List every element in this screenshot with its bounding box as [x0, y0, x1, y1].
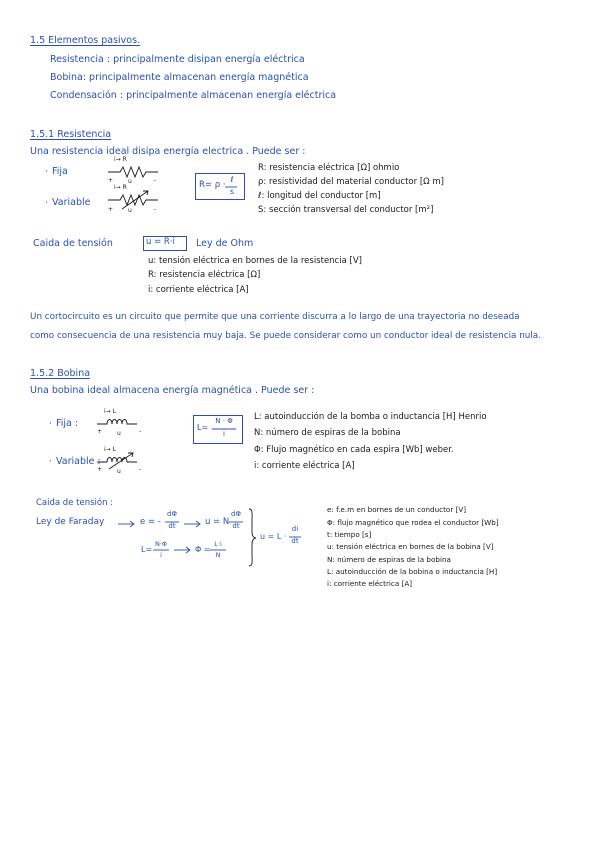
ohm-formula: u = R·i	[146, 237, 175, 247]
formula-numerator: N·Φ	[154, 540, 168, 548]
resistor-minus: -	[154, 206, 157, 213]
bobina-variable-label: Variable :	[56, 456, 101, 467]
definition-line: ℓ: longitud del conductor [m]	[258, 191, 381, 201]
inductance-formula: L=	[141, 545, 153, 554]
resistor-u: u	[128, 178, 132, 185]
resistencia-fija-label: Fija	[52, 166, 68, 177]
resistencia-formula: R= ρ ·	[199, 180, 226, 190]
formula-numerator: di	[291, 525, 299, 533]
formula-numerator: dΦ	[231, 510, 241, 518]
bobina-fija-label: Fija :	[56, 418, 79, 429]
resistor-plus: +	[108, 177, 114, 184]
formula-denominator: N	[215, 551, 221, 559]
definition-line: N: número de espiras de la bobina	[254, 428, 401, 438]
definition-line: u: tensión eléctrica en bornes de la resistencia [V]	[148, 256, 362, 266]
definition-line: i: corriente eléctrica [A]	[327, 579, 413, 588]
definition-line: R: resistencia eléctrica [Ω] ohmio	[258, 163, 400, 173]
definition-line: Φ: Flujo magnético en cada espira [Wb] weber.	[254, 445, 454, 455]
list-item: Resistencia : principalmente disipan energía eléctrica	[50, 54, 305, 65]
faraday-u-formula: u = N	[205, 517, 230, 527]
formula-numerator: L·i	[214, 540, 222, 548]
bobina-intro: Una bobina ideal almacena energía magnética . Puede ser :	[30, 385, 315, 396]
list-item: Bobina: principalmente almacenan energía magnética	[50, 72, 309, 83]
definition-line: Φ: flujo magnético que rodea el conductor [Wb]	[327, 518, 499, 527]
definition-line: t: tiempo [s]	[327, 530, 372, 539]
formula-numerator: dΦ	[167, 510, 177, 518]
inductor-minus: -	[139, 466, 142, 473]
inductor-current-label: i→ L	[104, 446, 116, 453]
section-title-resistencia: 1.5.1 Resistencia	[30, 129, 112, 140]
arrow-right-icon	[184, 520, 204, 528]
resistor-u: u	[128, 207, 132, 214]
definition-line: L: autoinducción de la bomba o inductancia [H] Henrio	[254, 412, 487, 422]
bullet-dot: ·	[49, 457, 52, 467]
definition-line: ρ: resistividad del material conductor [Ω m]	[258, 177, 444, 187]
bullet-dot: ·	[49, 419, 52, 429]
formula-denominator: dt	[291, 537, 299, 545]
resistencia-intro: Una resistencia ideal disipa energía electrica . Puede ser :	[30, 146, 306, 157]
formula-numerator: ℓ	[230, 175, 234, 184]
brace-icon	[248, 508, 258, 568]
definition-line: R: resistencia eléctrica [Ω]	[148, 270, 261, 280]
resistor-minus: -	[154, 177, 157, 184]
arrow-right-icon	[118, 520, 138, 528]
resistor-plus: +	[108, 206, 114, 213]
caida-tension-label: Caida de tensión	[33, 238, 113, 249]
resistor-variable-icon	[108, 190, 168, 212]
cortocircuito-line-2: como consecuencia de una resistencia muy baja. Se puede considerar como un conductor ideal de resistencia nula.	[30, 331, 541, 341]
resistor-current-label: i→ R	[114, 184, 127, 191]
flux-formula: Φ =	[195, 545, 211, 554]
formula-denominator: s	[229, 187, 235, 196]
resistor-current-label: i→ R	[114, 156, 127, 163]
inductor-u: u	[117, 430, 121, 437]
resistor-fija-icon	[108, 165, 168, 179]
formula-denominator: i	[160, 551, 162, 559]
inductor-plus: +	[97, 428, 103, 435]
inductor-voltage-formula: u = L ·	[260, 532, 287, 541]
formula-denominator: i	[223, 430, 225, 438]
definition-line: S: sección transversal del conductor [m²]	[258, 205, 434, 215]
arrow-right-icon	[174, 546, 194, 554]
definition-line: i: corriente eléctrica [A]	[148, 285, 249, 295]
bullet-dot: ·	[45, 198, 48, 208]
list-item: Condensación : principalmente almacenan energía eléctrica	[50, 90, 337, 101]
inductor-plus: +	[97, 466, 103, 473]
section-title-elementos-pasivos: 1.5 Elementos pasivos.	[30, 35, 141, 46]
definition-line: L: autoinducción de la bobina o inductancia [H]	[327, 567, 498, 576]
resistencia-variable-label: Variable	[52, 197, 91, 208]
ohm-law-label: Ley de Ohm	[196, 238, 254, 249]
bobina-formula: L=	[197, 423, 209, 432]
definition-line: i: corriente eléctrica [A]	[254, 461, 355, 471]
section-title-bobina: 1.5.2 Bobina	[30, 368, 91, 379]
definition-line: u: tensión eléctrica en bornes de la bobina [V]	[327, 542, 494, 551]
inductor-u: u	[117, 468, 121, 475]
formula-numerator: N · Φ	[215, 417, 233, 425]
definition-line: e: f.e.m en bornes de un conductor [V]	[327, 505, 467, 514]
faraday-label: Ley de Faraday	[36, 517, 105, 527]
bullet-dot: ·	[45, 167, 48, 177]
inductor-current-label: i→ L	[104, 408, 116, 415]
faraday-e-formula: e = -	[140, 517, 161, 527]
inductor-minus: -	[139, 428, 142, 435]
formula-denominator: dt	[168, 522, 176, 530]
cortocircuito-line-1: Un cortocircuito es un circuito que permite que una corriente discurra a lo largo de una trayectoria no deseada	[30, 312, 520, 322]
formula-denominator: dt	[232, 522, 240, 530]
definition-line: N: número de espiras de la bobina	[327, 555, 451, 564]
caida-tension-label: Caida de tensión :	[36, 498, 114, 508]
